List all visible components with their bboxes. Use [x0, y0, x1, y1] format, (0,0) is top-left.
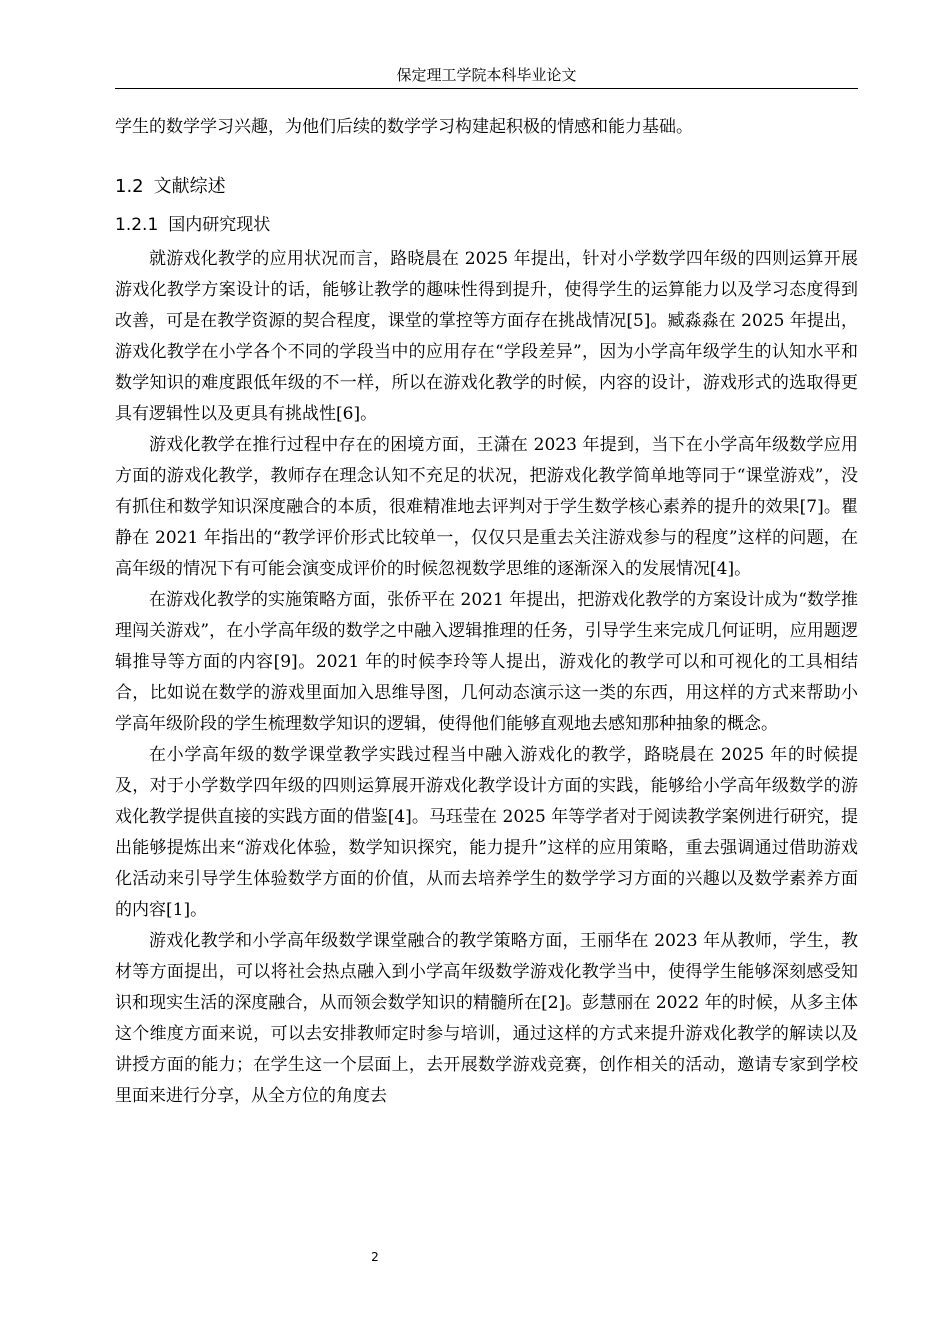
page-number: 2: [371, 1250, 379, 1264]
subsection-heading: [115, 212, 858, 238]
page-body: [115, 112, 858, 1112]
subsection-number: 1.2.1: [115, 215, 159, 235]
running-header: 保定理工学院本科毕业论文: [115, 62, 858, 89]
body-paragraph: 在游戏化教学的实施策略方面，张侨平在 2021 年提出，把游戏化教学的方案设计成为“数学推理闯关游戏”，在小学高年级的数学之中融入逻辑推理的任务，引导学生来完成几何证明，应用题逻辑推导等方面的内容[9]。2021 年的时候李玲等人提出，游戏化的教学可以和可视化的工具相结合，比如说在数学的游戏里面加入思维导图，几何动态演示这一类的东西，用这样的方式来帮助小学高年级阶段的学生梳理数学知识的逻辑，使得他们能够直观地去感知那种抽象的概念。: [115, 590, 858, 734]
body-paragraph: 游戏化教学在推行过程中存在的困境方面，王潇在 2023 年提到，当下在小学高年级数学应用方面的游戏化教学，教师存在理念认知不充足的状况，把游戏化教学简单地等同于“课堂游戏”，没有抓住和数学知识深度融合的本质，很难精准地去评判对于学生数学核心素养的提升的效果[7]。瞿静在 2021 年指出的“教学评价形式比较单一，仅仅只是重去关注游戏参与的程度”这样的问题，在高年级的情况下有可能会演变成评价的时候忽视数学思维的逐渐深入的发展情况[4]。: [115, 435, 858, 579]
body-paragraph: 游戏化教学和小学高年级数学课堂融合的教学策略方面，王丽华在 2023 年从教师，学生，教材等方面提出，可以将社会热点融入到小学高年级数学游戏化教学当中，使得学生能够深刻感受知识和现实生活的深度融合，从而领会数学知识的精髓所在[2]。彭慧丽在 2022 年的时候，从多主体这个维度方面来说，可以去安排教师定时参与培训，通过这样的方式来提升游戏化教学的解读以及讲授方面的能力；在学生这一个层面上，去开展数学游戏竞赛，创作相关的活动，邀请专家到学校里面来进行分享，从全方位的角度去: [115, 931, 858, 1106]
body-paragraph: 在小学高年级的数学课堂教学实践过程当中融入游戏化的教学，路晓晨在 2025 年的时候提及，对于小学数学四年级的四则运算展开游戏化教学设计方面的实践，能够给小学高年级数学的游戏化教学提供直接的实践方面的借鉴[4]。马珏莹在 2025 年等学者对于阅读教学案例进行研究，提出能够提炼出来“游戏化体验，数学知识探究，能力提升”这样的应用策略，重去强调通过借助游戏化活动来引导学生体验数学方面的价值，从而去培养学生的数学学习方面的兴趣以及数学素养方面的内容[1]。: [115, 745, 858, 920]
section-title: 文献综述: [153, 176, 226, 197]
paragraph-continuation: 学生的数学学习兴趣，为他们后续的数学学习构建起积极的情感和能力基础。: [115, 117, 693, 137]
section-number: 1.2: [115, 176, 144, 197]
subsection-title: 国内研究现状: [168, 215, 271, 235]
body-paragraph: 就游戏化教学的应用状况而言，路晓晨在 2025 年提出，针对小学数学四年级的四则运算开展游戏化教学方案设计的话，能够让教学的趣味性得到提升，使得学生的运算能力以及学习态度得到改善，可是在教学资源的契合程度，课堂的掌控等方面存在挑战情况[5]。臧淼淼在 2025 年提出，游戏化教学在小学各个不同的学段当中的应用存在“学段差异”，因为小学高年级学生的认知水平和数学知识的难度跟低年级的不一样，所以在游戏化教学的时候，内容的设计，游戏形式的选取得更具有逻辑性以及更具有挑战性[6]。: [115, 249, 858, 424]
section-heading: [115, 174, 858, 200]
